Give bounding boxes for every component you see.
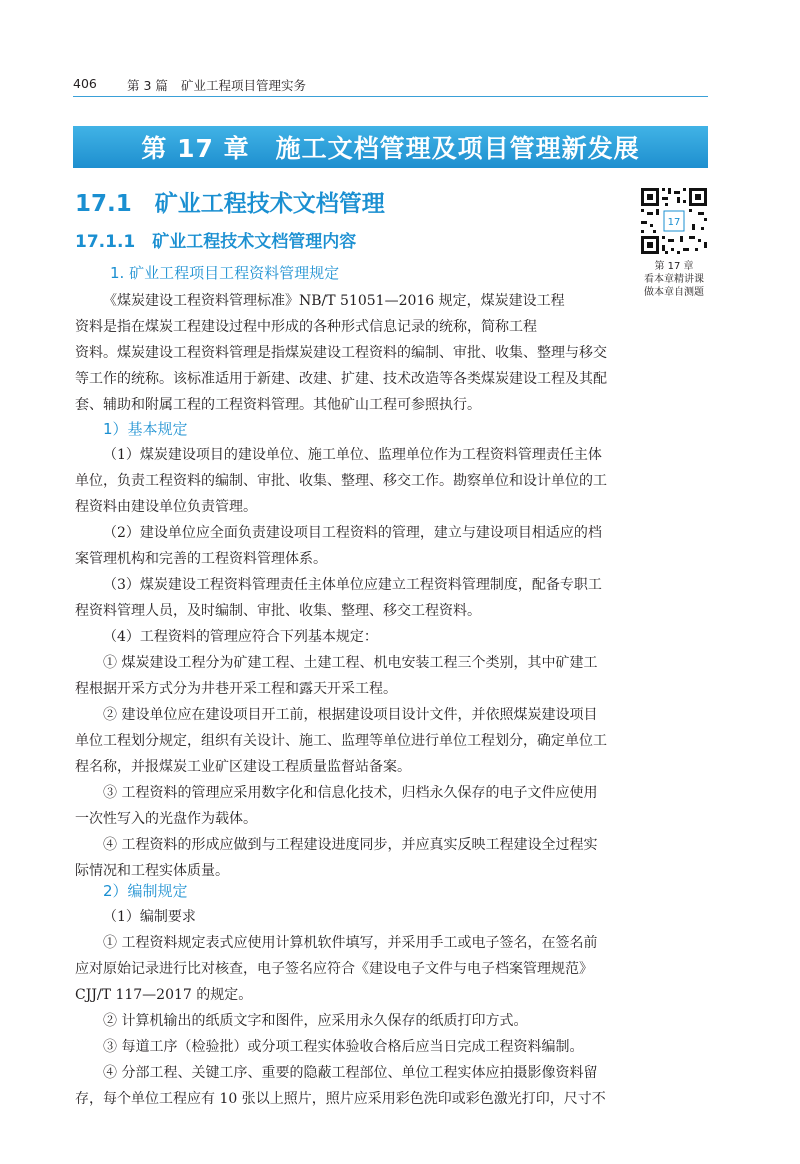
chapter-title: 第 17 章 施工文档管理及项目管理新发展	[141, 134, 640, 163]
body-line: 程资料管理人员，及时编制、审批、收集、整理、移交工程资料。	[75, 603, 481, 619]
body-line: ④ 工程资料的形成应做到与工程建设进度同步，并应真实反映工程建设全过程实	[103, 837, 598, 853]
body-line: （3）煤炭建设工程资料管理责任主体单位应建立工程资料管理制度，配备专职工	[103, 577, 602, 593]
running-header	[73, 70, 708, 97]
qr-caption-line-2: 看本章精讲课	[644, 274, 704, 285]
body-line: 单位工程划分规定，组织有关设计、施工、监理等单位进行单位工程划分，确定单位工	[75, 733, 607, 749]
body-line: 等工作的统称。该标准适用于新建、改建、扩建、技术改造等各类煤炭建设工程及其配	[75, 371, 607, 387]
section-title: 17.1 矿业工程技术文档管理	[75, 191, 385, 217]
body-line: 一次性写入的光盘作为载体。	[75, 811, 257, 827]
body-line: 案管理机构和完善的工程资料管理体系。	[75, 551, 327, 567]
page-number: 406	[73, 76, 97, 91]
body-line: 资料。煤炭建设工程资料管理是指煤炭建设工程资料的编制、审批、收集、整理与移交	[75, 345, 607, 361]
body-line: （1）编制要求	[103, 909, 196, 925]
chapter-banner	[73, 126, 708, 168]
qr-code-icon[interactable]	[639, 186, 709, 256]
body-line: ③ 每道工序（检验批）或分项工程实体验收合格后应当日完成工程资料编制。	[103, 1039, 584, 1055]
body-line: （1）煤炭建设项目的建设单位、施工单位、监理单位作为工程资料管理责任主体	[103, 447, 602, 463]
topic-heading: 1. 矿业工程项目工程资料管理规定	[110, 264, 340, 282]
body-line: 套、辅助和附属工程的工程资料管理。其他矿山工程可参照执行。	[75, 397, 481, 413]
body-line: 《煤炭建设工程资料管理标准》NB/T 51051—2016 规定，煤炭建设工程	[103, 293, 565, 309]
body-line: ④ 分部工程、关键工序、重要的隐蔽工程部位、单位工程实体应拍摄影像资料留	[103, 1065, 598, 1081]
body-line: ① 工程资料规定表式应使用计算机软件填写，并采用手工或电子签名，在签名前	[103, 935, 598, 951]
body-line: ① 煤炭建设工程分为矿建工程、土建工程、机电安装工程三个类别，其中矿建工	[103, 655, 598, 671]
body-line: 程名称，并报煤炭工业矿区建设工程质量监督站备案。	[75, 759, 411, 775]
body-line: 应对原始记录进行比对核查，电子签名应符合《建设电子文件与电子档案管理规范》	[75, 961, 593, 977]
body-line: （4）工程资料的管理应符合下列基本规定：	[103, 629, 378, 645]
body-line: CJJ/T 117—2017 的规定。	[75, 987, 253, 1003]
part-title: 矿业工程项目管理实务	[181, 78, 307, 93]
body-line: ② 建设单位应在建设项目开工前，根据建设项目设计文件，并依照煤炭建设项目	[103, 707, 598, 723]
compile-rules-heading: 2）编制规定	[103, 882, 188, 900]
body-line: ③ 工程资料的管理应采用数字化和信息化技术，归档永久保存的电子文件应使用	[103, 785, 598, 801]
body-line: （2）建设单位应全面负责建设项目工程资料的管理，建立与建设项目相适应的档	[103, 525, 602, 541]
part-label: 第 3 篇	[127, 78, 168, 93]
qr-caption-line-3: 做本章自测题	[644, 287, 704, 298]
qr-center-label: 17	[667, 217, 681, 228]
body-line: 程根据开采方式分为井巷开采工程和露天开采工程。	[75, 681, 397, 697]
qr-caption-line-1: 第 17 章	[654, 261, 694, 272]
body-line: 资料是指在煤炭工程建设过程中形成的各种形式信息记录的统称，简称工程	[75, 319, 537, 335]
body-line: ② 计算机输出的纸质文字和图件，应采用永久保存的纸质打印方式。	[103, 1013, 528, 1029]
qr-caption	[632, 260, 716, 299]
body-line: 际情况和工程实体质量。	[75, 863, 229, 879]
basic-rules-heading: 1）基本规定	[103, 420, 188, 438]
subsection-title: 17.1.1 矿业工程技术文档管理内容	[75, 232, 357, 252]
body-line: 单位，负责工程资料的编制、审批、收集、整理、移交工作。勘察单位和设计单位的工	[75, 473, 607, 489]
body-line: 程资料由建设单位负责管理。	[75, 499, 257, 515]
body-line: 存，每个单位工程应有 10 张以上照片，照片应采用彩色洗印或彩色激光打印，尺寸不	[75, 1091, 606, 1107]
